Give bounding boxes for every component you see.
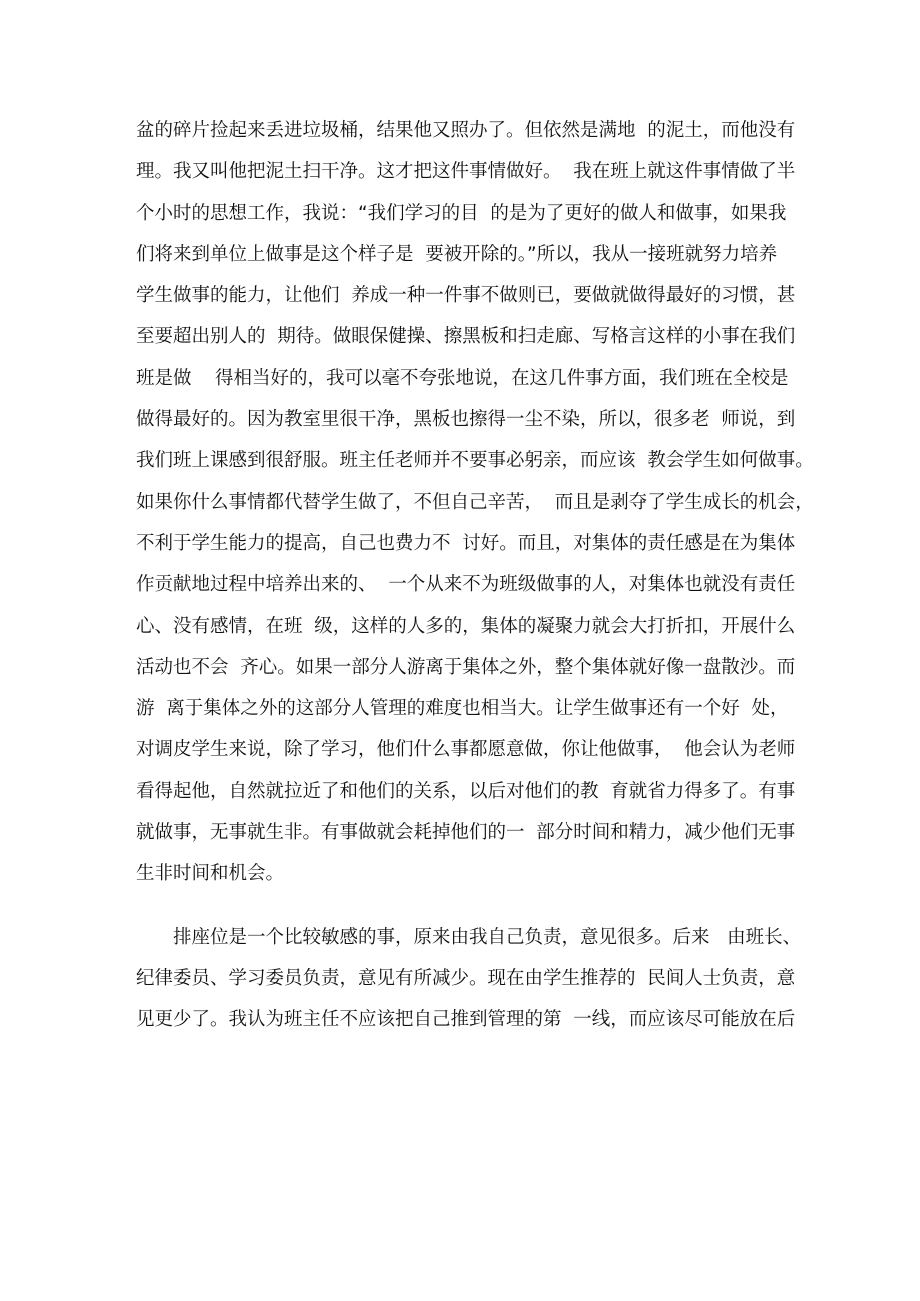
text-line: 理。我又叫他把泥土扫干净。这才把这件事情做好。 我在班上就这件事情做了半 — [136, 161, 796, 183]
paragraph-2 — [136, 917, 802, 1041]
text-line: 学生做事的能力，让他们 养成一种一件事不做则已，要做就做得最好的习惯，甚 — [136, 285, 796, 307]
text-line: 游 离于集体之外的这部分人管理的难度也相当大。让学生做事还有一个好 处， — [136, 698, 789, 720]
paragraph-1 — [136, 110, 814, 895]
text-line: 个小时的思想工作，我说：“我们学习的目 的是为了更好的做人和做事，如果我 — [136, 202, 787, 224]
text-line: 见更少了。我认为班主任不应该把自己推到管理的第 一线，而应该尽可能放在后 — [136, 1009, 796, 1031]
text-line: 活动也不会 齐心。如果一部分人游离于集体之外，整个集体就好像一盘散沙。而 — [136, 656, 796, 678]
text-line: 纪律委员、学习委员负责，意见有所减少。现在由学生推荐的 民间人士负责，意 — [136, 967, 796, 989]
text-line: 不利于学生能力的提高，自己也费力不 讨好。而且，对集体的责任感是在为集体 — [136, 532, 796, 554]
text-line: 至要超出别人的 期待。做眼保健操、擦黑板和扫走廊、写格言这样的小事在我们 — [136, 326, 796, 348]
text-line: 看得起他，自然就拉近了和他们的关系，以后对他们的教 育就省力得多了。有事 — [136, 780, 796, 802]
text-line: 盆的碎片捡起来丢进垃圾桶，结果他又照办了。但依然是满地 的泥土，而他没有 — [136, 120, 796, 141]
text-line: 如果你什么事情都代替学生做了，不但自己辛苦， 而且是剥夺了学生成长的机会， — [136, 491, 814, 513]
text-line: 对调皮学生来说，除了学习，他们什么事都愿意做，你让他做事， 他会认为老师 — [136, 739, 796, 761]
paragraph-gap — [136, 895, 796, 917]
text-line: 就做事，无事就生非。有事做就会耗掉他们的一 部分时间和精力，减少他们无事 — [136, 822, 796, 844]
text-line: 排座位是一个比较敏感的事，原来由我自己负责，意见很多。后来 由班长、 — [173, 926, 802, 948]
text-line: 们将来到单位上做事是这个样子是 要被开除的。”所以，我从一接班就努力培养 — [136, 243, 778, 265]
text-line: 心、没有感情，在班 级，这样的人多的，集体的凝聚力就会大打折扣，开展什么 — [136, 615, 796, 637]
text-line: 我们班上课感到很舒服。班主任老师并不要事必躬亲，而应该 教会学生如何做事。 — [136, 450, 814, 472]
document-body — [136, 110, 814, 1041]
text-line: 作贡献地过程中培养出来的、 一个从来不为班级做事的人，对集体也就没有责任 — [136, 574, 796, 596]
text-line: 做得最好的。因为教室里很干净，黑板也擦得一尘不染，所以，很多老 师说，到 — [136, 409, 796, 431]
text-line: 班是做 得相当好的，我可以毫不夸张地说，在这几件事方面，我们班在全校是 — [136, 367, 789, 389]
text-line: 生非时间和机会。 — [136, 863, 285, 885]
